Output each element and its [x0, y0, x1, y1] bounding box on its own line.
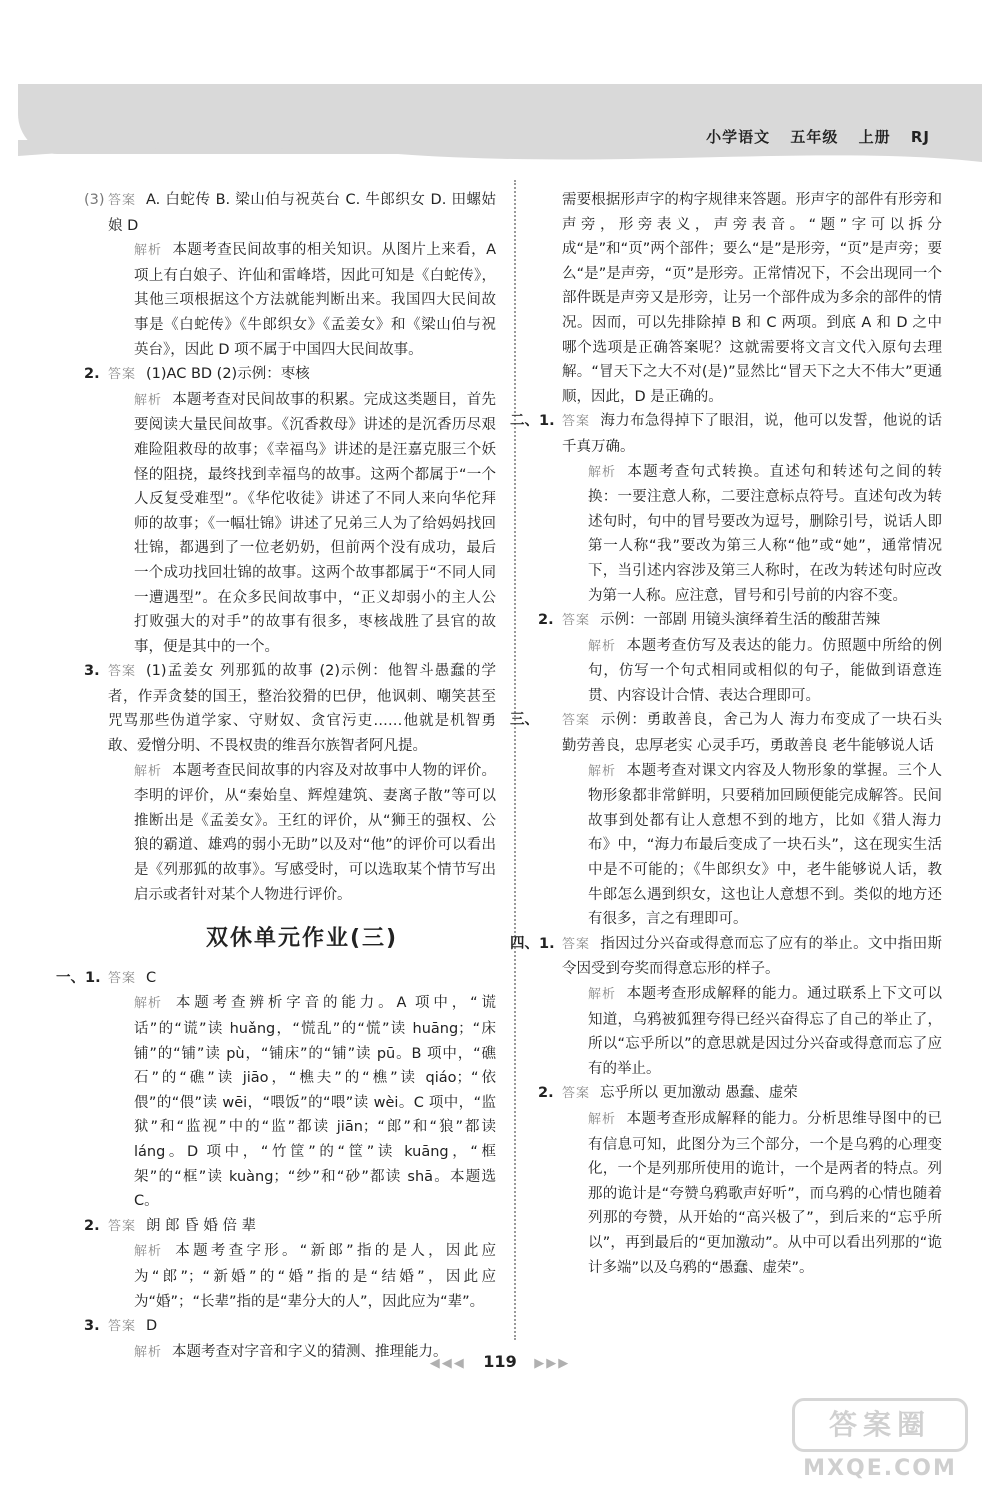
analysis-label: 解析	[588, 464, 617, 480]
analysis-label: 解析	[588, 987, 617, 1002]
question-number: 3.	[84, 663, 100, 680]
continuation-paragraph	[562, 188, 942, 409]
answer-text: 海力布急得掉下了眼泪，说，他可以发誓，他说的话千真万确。	[562, 413, 942, 455]
answer-block-s4q2	[538, 1081, 942, 1280]
question-number: 三、	[510, 712, 539, 729]
answer-label: 答案	[108, 970, 137, 986]
analysis-text: 本题考查字形。“新郎”指的是人，因此应为“郎”；“新婚”的“婚”指的是“结婚”，因此应为“婚”；“长辈”指的是“辈分大的人”，因此应为“辈”。	[134, 1243, 496, 1310]
watermark-url: MXQE.COM	[803, 1456, 957, 1481]
analysis-line	[562, 1107, 942, 1280]
analysis-line	[108, 991, 496, 1213]
answer-label: 答案	[108, 367, 137, 383]
analysis-text: 本题考查对字音和字义的猜测、推理能力。	[172, 1343, 448, 1360]
answer-line	[562, 1081, 942, 1107]
analysis-text: 本题考查形成解释的能力。通过联系上下文可以知道，乌鸦被狐狸夸得已经兴奋得忘了自己的举止了，所以“忘乎所以”的意思就是因过分兴奋或得意而忘了应有的举止。	[588, 986, 942, 1077]
question-number: (3)	[84, 192, 105, 208]
header-edition: RJ	[910, 128, 930, 146]
analysis-label: 解析	[588, 1111, 617, 1127]
analysis-line	[108, 388, 496, 660]
analysis-text: 本题考查句式转换。直述句和转述句之间的转换：一要注意人称，二要注意标点符号。直述句改为转述句时，句中的冒号要改为逗号，删除引号，说话人即第一人称“我”要改为第三人称“他”或“她”，通常情况下，当引述内容涉及第三人称时，在改为转述句时应改为第一人称。应注意，冒号和引号前的内容不变。	[588, 463, 942, 604]
answer-block-q3b	[84, 659, 496, 907]
question-number: 2.	[538, 1085, 554, 1102]
answer-line	[562, 708, 942, 758]
analysis-line	[562, 759, 942, 932]
answer-line	[108, 1314, 496, 1340]
answer-text: 朗 郎 昏 婚 倍 辈	[146, 1217, 257, 1234]
watermark	[780, 1398, 980, 1480]
left-column	[56, 188, 496, 1365]
answer-line	[562, 932, 942, 982]
column-divider	[514, 180, 516, 1340]
answer-line	[562, 608, 942, 634]
analysis-line	[108, 1239, 496, 1314]
answer-line	[108, 659, 496, 758]
page-number: 119	[483, 1352, 517, 1371]
answer-text: (1)AC BD (2)示例：枣核	[146, 366, 310, 383]
header-grade: 五年级	[790, 128, 839, 146]
answer-line	[108, 188, 496, 238]
answer-block-s4q1	[510, 932, 942, 1082]
analysis-text: 本题考查仿写及表达的能力。仿照题中所给的例句，仿写一个句式相同或相似的句子，能做到语意连贯、内容设计合情、表达合理即可。	[588, 637, 942, 704]
analysis-label: 解析	[588, 638, 617, 654]
answer-label: 答案	[562, 1086, 591, 1102]
answer-label: 答案	[108, 664, 137, 680]
answer-label: 答案	[562, 613, 591, 629]
answer-line	[108, 1214, 496, 1240]
answer-text: 示例：一部剧 用镜头演绎着生活的酸甜苦辣	[600, 612, 881, 629]
continuation-text: 需要根据形声字的构字规律来答题。形声字的部件有形旁和声旁，形旁表义，声旁表音。“题”字可以拆分成“是”和“页”两个部件；要么“是”是形旁，“页”是声旁；要么“是”是声旁，“页”是形旁。正常情况下，不会出现同一个部件既是声旁又是形旁，让另一个部件成为多余的部件的情况。因而，可以先排除掉 B 和 C 两项。到底 A 和 D 之中哪个选项是正确答案呢？这就需要将文言文代入原句去理解。“冒天下之大不对(是)”显然比“冒天下之大不伟大”更通顺，因此，D 是正确的。	[562, 192, 942, 405]
answer-block-s1q1	[56, 966, 496, 1214]
analysis-label: 解析	[134, 1344, 163, 1360]
question-number: 2.	[84, 366, 100, 383]
answer-block-s2q2	[538, 608, 942, 708]
answer-line	[108, 966, 496, 992]
analysis-label: 解析	[588, 763, 617, 779]
analysis-text: 本题考查形成解释的能力。分析思维导图中的已有信息可知，此图分为三个部分，一个是乌鸦的心理变化，一个是列那所使用的诡计，一个是两者的特点。列那的诡计是“夸赞乌鸦歌声好听”，而乌鸦的心情也随着列那的夸赞，从开始的“高兴极了”，到后来的“忘乎所以”，再到最后的“更加激动”。从中可以看出列那的“诡计多端”以及乌鸦的“愚蠢、虚荣”。	[588, 1110, 942, 1276]
analysis-text: 本题考查对民间故事的积累。完成这类题目，首先要阅读大量民间故事。《沉香救母》讲述的是沉香历尽艰难险阻救母的故事；《幸福鸟》讲述的是汪嘉克服三个妖怪的阻挠，最终找到幸福鸟的故事。这两个都属于“一个人反复受难型”。《华佗收徒》讲述了不同人来向华佗拜师的故事；《一幅壮锦》讲述了兄弟三人为了给妈妈找回壮锦，都遇到了一位老奶奶，但前两个没有成功，最后一个成功找回壮锦的故事。这两个故事都属于“不同人同一遭遇型”。在众多民间故事中，“正义却弱小的主人公打败强大的对手”的故事有很多，枣核战胜了县官的故事，便是其中的一个。	[134, 391, 496, 655]
answer-text: (1)孟姜女 列那狐的故事 (2)示例：他智斗愚蠢的学者，作弄贪婪的国王，整治狡猾的巴伊，他讽刺、嘲笑甚至咒骂那些伪道学家、守财奴、贪官污吏……他就是机智勇敢、爱憎分明、不畏权贵的维吾尔族智者阿凡提。	[108, 663, 496, 755]
question-number: 2.	[538, 612, 554, 629]
header-volume: 上册	[858, 128, 891, 146]
answer-label: 答案	[108, 1218, 137, 1234]
page-number-bar	[0, 1352, 1000, 1371]
answer-text: 忘乎所以 更加激动 愚蠢、虚荣	[600, 1085, 798, 1102]
question-number: 二、1.	[510, 413, 555, 430]
header-subject-line	[692, 126, 930, 147]
answer-text: A. 白蛇传 B. 梁山伯与祝英台 C. 牛郎织女 D. 田螺姑娘 D	[108, 192, 496, 234]
analysis-text: 本题考查民间故事的内容及对故事中人物的评价。李明的评价，从“秦始皇、辉煌建筑、妻离子散”等可以推断出是《孟姜女》。王红的评价，从“狮王的强权、公狼的霸道、雄鸡的弱小无助”以及对“他”的评价可以看出是《列那狐的故事》。写感受时，可以选取某个情节写出启示或者针对某个人物进行评价。	[134, 762, 496, 903]
question-number: 2.	[84, 1217, 100, 1234]
answer-label: 答案	[562, 414, 591, 430]
answer-text: 示例：勇敢善良，舍己为人 海力布变成了一块石头 勤劳善良，忠厚老实 心灵手巧，勇敢善良 老牛能够说人话	[562, 712, 942, 755]
answer-line	[562, 409, 942, 459]
answer-block-q2	[84, 362, 496, 659]
answer-text: D	[146, 1318, 158, 1335]
question-number: 一、1.	[56, 969, 101, 986]
question-number: 3.	[84, 1318, 100, 1335]
analysis-label: 解析	[134, 392, 163, 408]
analysis-text: 本题考查民间故事的相关知识。从图片上来看，A 项上有白娘子、许仙和雷峰塔，因此可知是《白蛇传》，其他三项根据这个方法就能判断出来。我国四大民间故事是《白蛇传》《牛郎织女》《孟姜女》和《梁山伯与祝英台》，因此 D 项不属于中国四大民间故事。	[134, 242, 496, 358]
answer-text: 指因过分兴奋或得意而忘了应有的举止。文中指田斯令因受到夸奖而得意忘形的样子。	[562, 935, 942, 978]
header-subject: 小学语文	[706, 128, 771, 146]
answer-block-q3	[84, 188, 496, 362]
answer-block-s1q2	[84, 1214, 496, 1314]
analysis-label: 解析	[134, 1244, 163, 1260]
answer-text: C	[146, 969, 157, 986]
analysis-line	[108, 238, 496, 362]
section-title: 双休单元作业(三)	[205, 926, 399, 952]
answer-line	[108, 362, 496, 388]
watermark-logo-icon: 答案圈	[792, 1398, 968, 1452]
analysis-line	[562, 634, 942, 709]
answer-label: 答案	[562, 713, 591, 729]
analysis-line	[562, 460, 942, 609]
left-arrows-icon: ◀◀◀	[429, 1356, 466, 1371]
analysis-text: 本题考查对课文内容及人物形象的掌握。三个人物形象都非常鲜明，只要稍加回顾便能完成解答。民间故事到处都有让人意想不到的地方，比如《猎人海力布》中，“海力布最后变成了一块石头”，这在现实生活中是不可能的；《牛郎织女》中，老牛能够说人话，教牛郎怎么遇到织女，这也让人意想不到。类似的地方还有很多，言之有理即可。	[588, 762, 942, 928]
right-arrows-icon: ▶▶▶	[534, 1356, 571, 1371]
analysis-line	[562, 982, 942, 1081]
answer-label: 答案	[562, 936, 591, 952]
analysis-label: 解析	[134, 243, 163, 259]
right-column	[510, 188, 942, 1280]
analysis-label: 解析	[134, 996, 163, 1012]
analysis-line	[108, 759, 496, 908]
question-number: 四、1.	[510, 935, 555, 952]
analysis-text: 本题考查辨析字音的能力。A 项中，“谎话”的“谎”读 huǎng，“慌乱”的“慌”读 huāng；“床铺”的“铺”读 pù，“铺床”的“铺”读 pū。B 项中，“礁石”的“礁”读 jiāo，“樵夫”的“樵”读 qiáo；“依偎”的“偎”读 wēi，“喂饭”的“喂”读 wèi。C 项中，“监狱”和“监视”中的“监”都读 jiān；“郎”和“狼”都读 láng。D 项中，“竹筐”的“筐”读 kuāng，“框架”的“框”读 kuàng；“纱”和“砂”都读 shā。本题选 C。	[134, 995, 496, 1210]
analysis-label: 解析	[134, 763, 163, 779]
answer-block-s2q1	[510, 409, 942, 608]
answer-label: 答案	[108, 193, 137, 208]
answer-label: 答案	[108, 1319, 137, 1335]
answer-block-s3	[510, 708, 942, 931]
